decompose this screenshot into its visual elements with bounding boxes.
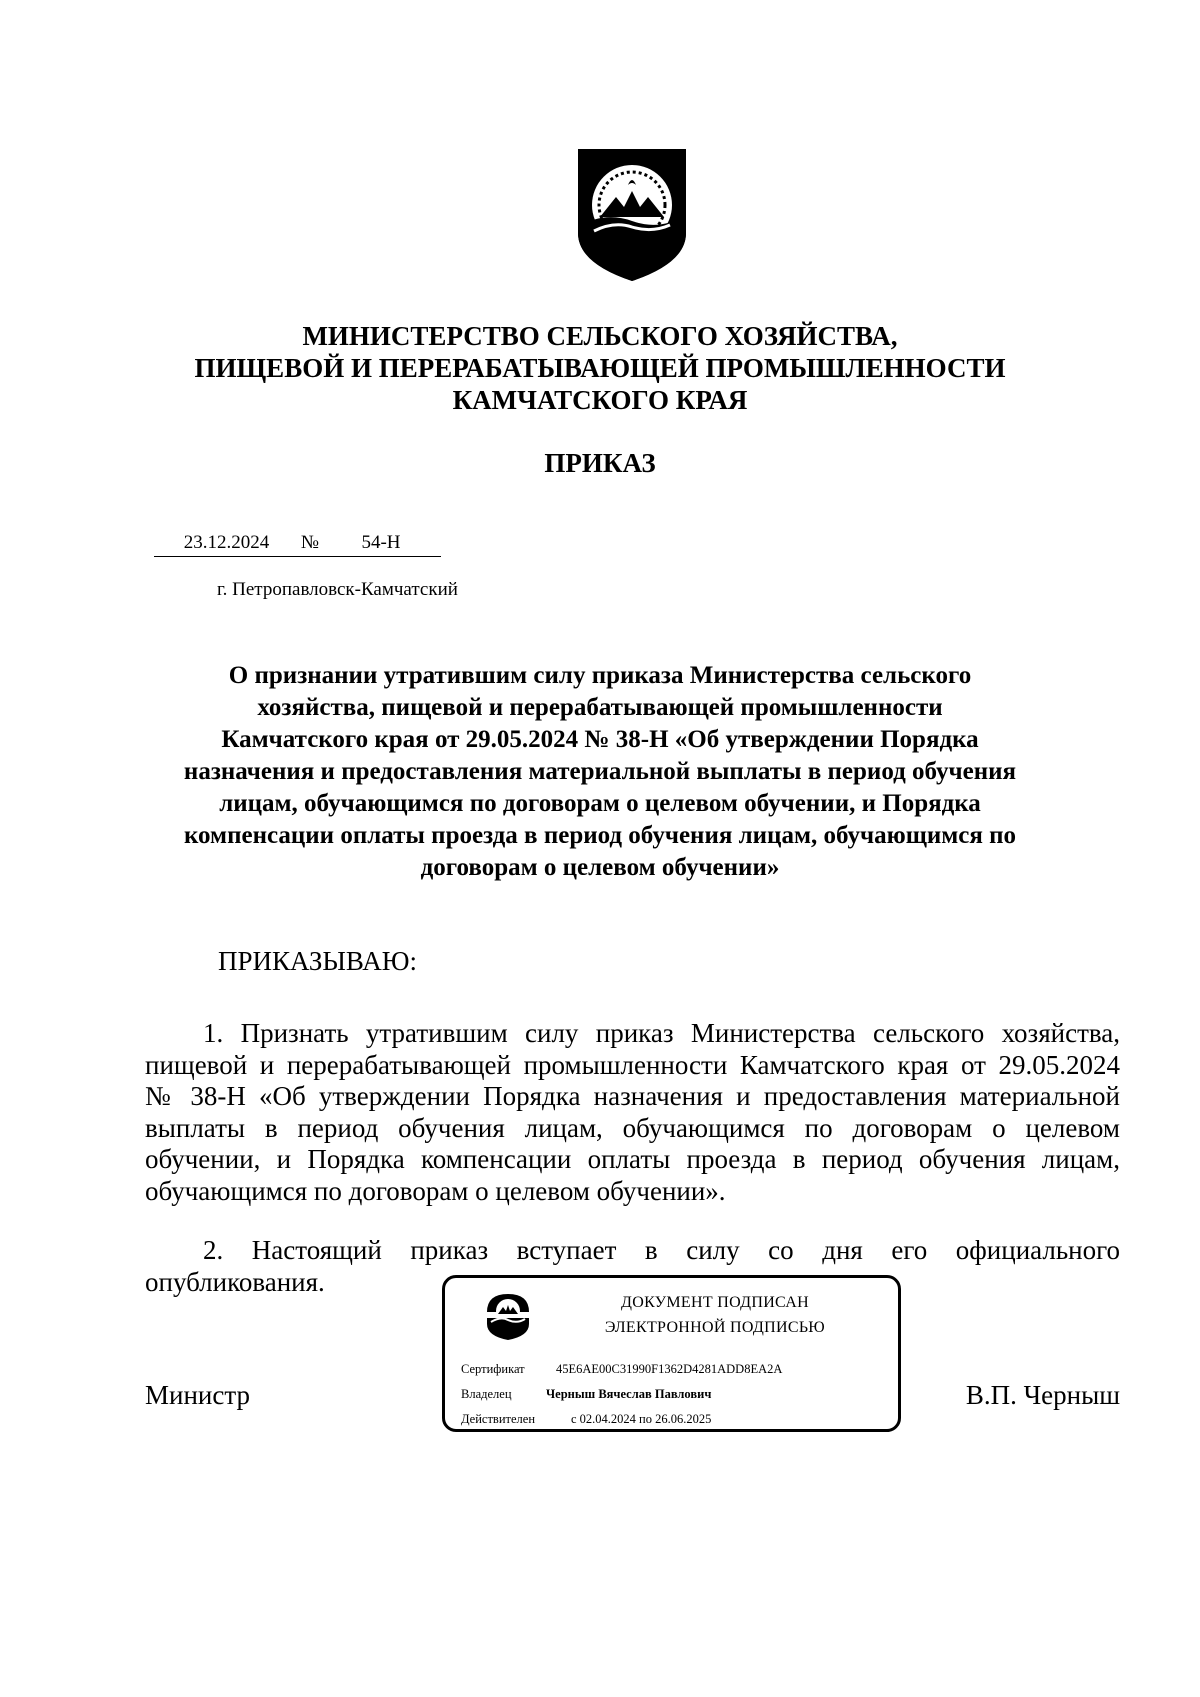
paragraph-line: № 38-Н «Об утверждении Порядка назначения и предоставления материальной: [145, 1081, 1120, 1111]
paragraph-line: 1. Признать утратившим силу приказ Министерства сельского хозяйства,: [203, 1018, 1120, 1048]
paragraph-line: обучении, и Порядка компенсации оплаты проезда в период обучения лицам,: [145, 1144, 1120, 1174]
ministry-name: [130, 320, 1070, 416]
date-number-line: [154, 531, 441, 557]
paragraph-line: пищевой и перерабатывающей промышленности Камчатского края от 29.05.2024: [145, 1049, 1120, 1080]
document-number: 54-Н: [321, 531, 441, 557]
subject-line: Камчатского края от 29.05.2024 № 38-Н «Об утверждении Порядка: [221, 726, 979, 753]
paragraph-line: 2. Настоящий приказ вступает в силу со дня его официального: [203, 1235, 1120, 1265]
document-date: 23.12.2024: [154, 531, 299, 557]
e-signature-stamp: [442, 1275, 901, 1432]
certificate-label: Сертификат: [461, 1362, 525, 1376]
validity-value: с 02.04.2024 по 26.06.2025: [571, 1412, 712, 1426]
paragraph-line: обучающимся по договорам о целевом обучении».: [145, 1175, 726, 1206]
subject-line: договорам о целевом обучении»: [420, 854, 780, 881]
order-word: ПРИКАЗЫВАЮ:: [218, 946, 417, 976]
subject-line: хозяйства, пищевой и перерабатывающей промышленности: [257, 694, 943, 721]
subject-line: назначения и предоставления материальной выплаты в период обучения: [183, 758, 1017, 785]
ministry-name-line: МИНИСТЕРСТВО СЕЛЬСКОГО ХОЗЯЙСТВА,: [302, 321, 898, 351]
document-type: ПРИКАЗ: [544, 448, 656, 478]
stamp-title-line: ЭЛЕКТРОННОЙ ПОДПИСЬЮ: [604, 1319, 826, 1336]
subject-line: О признании утратившим силу приказа Министерства сельского: [228, 662, 972, 689]
stamp-title-line: ДОКУМЕНТ ПОДПИСАН: [621, 1294, 809, 1311]
signer-title: Министр: [145, 1380, 250, 1410]
paragraph-1: [145, 1018, 1120, 1207]
paragraph-line: выплаты в период обучения лицам, обучающимся по договорам о целевом: [145, 1112, 1120, 1143]
signer-name: В.П. Черныш: [965, 1380, 1120, 1410]
stamp-owner-row: [461, 1386, 711, 1402]
stamp-title: [555, 1290, 875, 1340]
document-subject: [145, 660, 1055, 884]
number-sign: №: [299, 531, 321, 557]
stamp-validity-row: [461, 1411, 711, 1427]
kamchatka-coat-of-arms-icon: [574, 145, 690, 285]
paragraph-line: опубликования.: [145, 1266, 325, 1297]
kamchatka-coat-of-arms-icon: [485, 1292, 531, 1342]
city: г. Петропавловск-Камчатский: [217, 579, 458, 600]
stamp-certificate-row: [461, 1361, 782, 1377]
ministry-name-line: ПИЩЕВОЙ И ПЕРЕРАБАТЫВАЮЩЕЙ ПРОМЫШЛЕННОСТИ: [194, 353, 1006, 383]
ministry-name-line: КАМЧАТСКОГО КРАЯ: [452, 385, 748, 415]
validity-label: Действителен: [461, 1412, 536, 1426]
subject-line: компенсации оплаты проезда в период обучения лицам, обучающимся по: [183, 822, 1017, 849]
owner-value: Черныш Вячеслав Павлович: [546, 1387, 712, 1401]
subject-line: лицам, обучающимся по договорам о целевом обучении, и Порядка: [219, 790, 981, 817]
certificate-value: 45E6AE00C31990F1362D4281ADD8EA2A: [556, 1362, 783, 1376]
owner-label: Владелец: [461, 1387, 512, 1401]
